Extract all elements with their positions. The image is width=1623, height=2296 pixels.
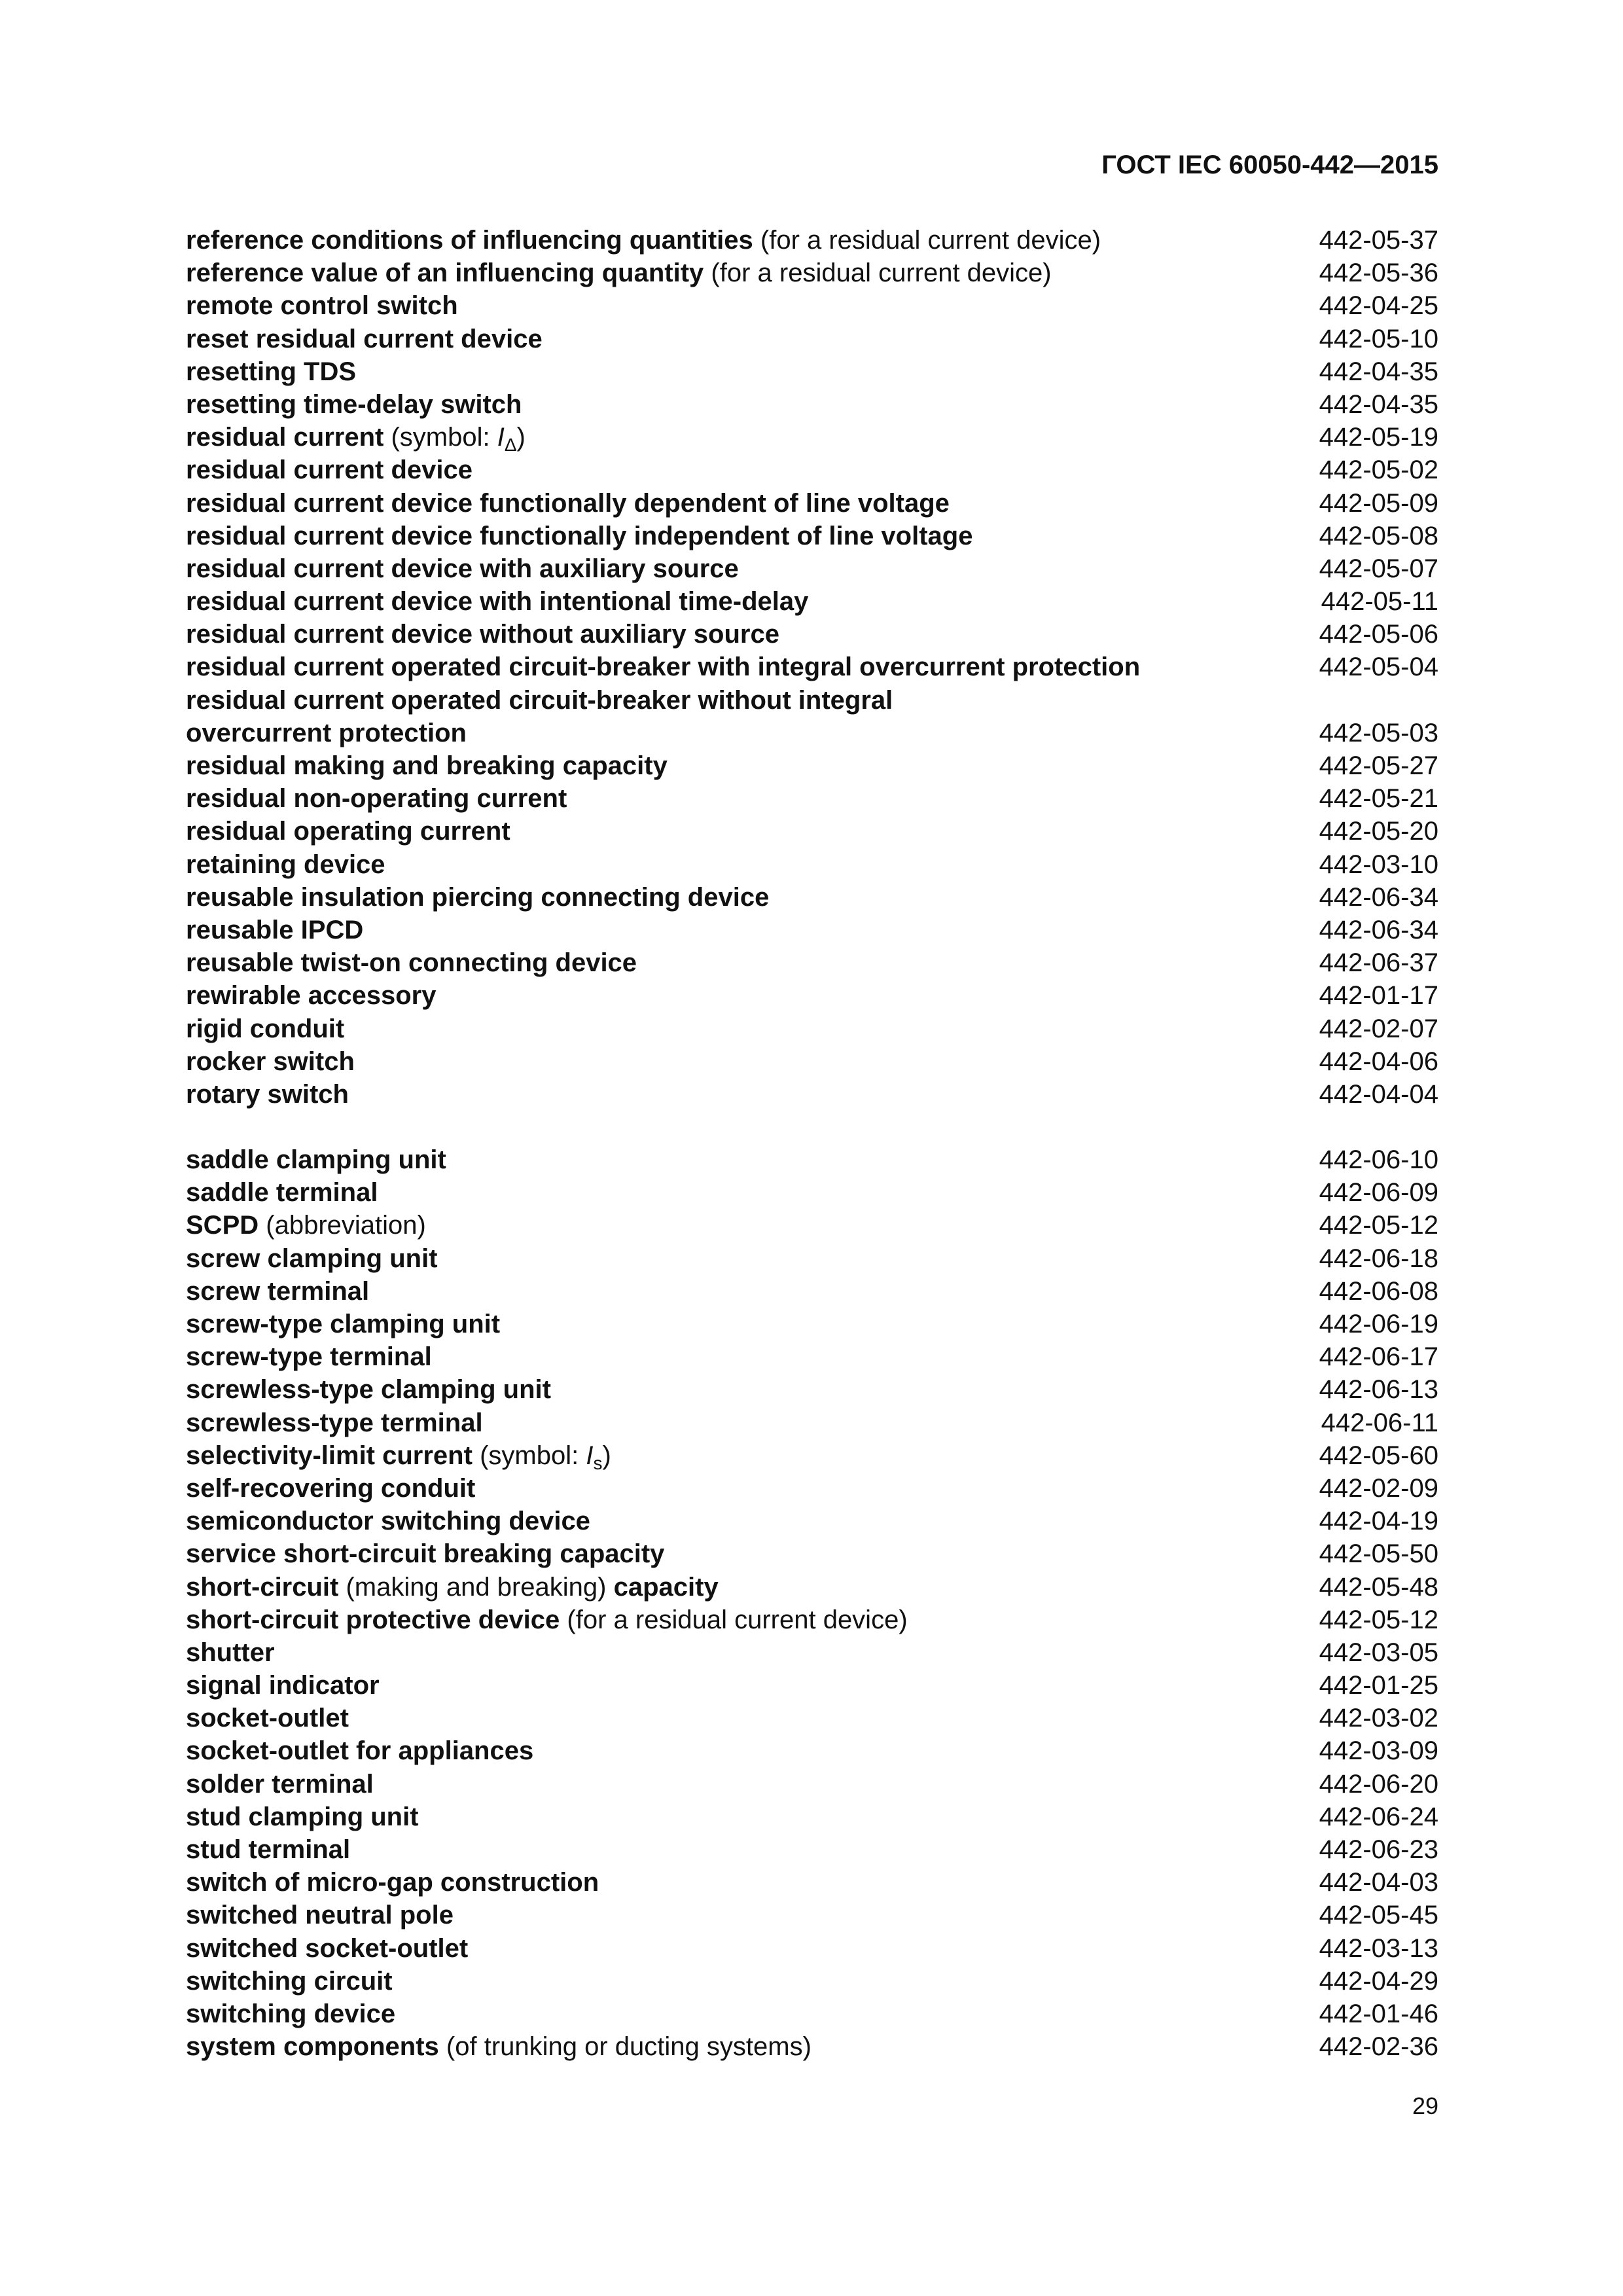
term-reference-number: 442-05-03	[1319, 718, 1438, 747]
index-entry	[186, 323, 1438, 355]
term-qualifier: (of trunking or ducting systems)	[446, 2032, 812, 2062]
index-entry	[186, 355, 1438, 388]
index-term	[186, 914, 363, 946]
term-text: selectivity-limit current	[186, 1441, 473, 1470]
term-text: residual non-operating current	[186, 784, 567, 814]
term-text: system components	[186, 2032, 439, 2062]
index-entry	[186, 487, 1438, 520]
term-text: residual operating current	[186, 817, 510, 846]
term-reference-number: 442-05-12	[1319, 1605, 1438, 1634]
index-entry	[186, 1176, 1438, 1209]
index-term	[186, 651, 1140, 683]
index-entry	[186, 815, 1438, 848]
index-term	[186, 1275, 369, 1308]
term-reference-number: 442-05-21	[1319, 784, 1438, 814]
term-reference-number: 442-05-09	[1319, 488, 1438, 518]
term-index-list	[186, 224, 1438, 2063]
index-entry	[186, 224, 1438, 257]
term-reference-number: 442-06-24	[1319, 1802, 1438, 1831]
term-text: residual current operated circuit-breaker with integral overcurrent protection	[186, 653, 1141, 682]
term-text: switched socket-outlet	[186, 1933, 469, 1963]
index-entry	[186, 1801, 1438, 1833]
index-entry	[186, 651, 1438, 683]
term-reference-number: 442-03-13	[1319, 1933, 1438, 1963]
index-entry	[186, 257, 1438, 289]
term-reference-number: 442-02-07	[1319, 1014, 1438, 1043]
term-reference-number: 442-05-20	[1319, 817, 1438, 846]
index-term	[186, 1768, 374, 1801]
term-text: residual current device functionally independent of line voltage	[186, 521, 973, 550]
term-reference-number: 442-04-04	[1319, 1079, 1438, 1109]
term-reference-number: 442-04-25	[1319, 291, 1438, 321]
term-text: screw-type clamping unit	[186, 1310, 501, 1338]
index-term	[186, 684, 893, 717]
index-term	[186, 1143, 446, 1176]
index-entry	[186, 1669, 1438, 1702]
term-text: reusable twist-on connecting device	[186, 948, 637, 978]
term-reference-number: 442-05-07	[1319, 554, 1438, 583]
term-reference-number: 442-01-46	[1319, 1999, 1438, 2028]
index-entry	[186, 1373, 1438, 1406]
index-term	[186, 520, 972, 552]
term-reference-number: 442-05-08	[1319, 521, 1438, 550]
index-entry	[186, 618, 1438, 651]
index-entry	[186, 1604, 1438, 1636]
index-term	[186, 946, 637, 979]
index-term	[186, 881, 769, 914]
term-text: residual current operated circuit-breaker without integral	[186, 685, 893, 715]
index-term	[186, 1702, 349, 1734]
index-term	[186, 1636, 275, 1669]
term-qualifier: (making and breaking)	[346, 1572, 607, 1602]
index-entry	[186, 1045, 1438, 1078]
term-text: rocker switch	[186, 1047, 355, 1076]
index-term	[186, 1932, 468, 1965]
term-text: signal indicator	[186, 1671, 380, 1700]
index-term	[186, 1571, 719, 1604]
index-entry	[186, 585, 1438, 618]
term-text: rotary switch	[186, 1079, 349, 1109]
index-term	[186, 323, 543, 355]
index-term	[186, 1833, 350, 1866]
index-term	[186, 1669, 380, 1702]
index-entry	[186, 454, 1438, 486]
term-reference-number: 442-05-04	[1319, 653, 1438, 682]
term-text: residual current device functionally dependent of line voltage	[186, 488, 950, 518]
index-term	[186, 1407, 483, 1439]
term-text: residual making and breaking capacity	[186, 751, 668, 780]
term-text: screw terminal	[186, 1276, 370, 1306]
index-term	[186, 1176, 378, 1209]
term-text: residual current	[186, 423, 384, 452]
index-entry	[186, 1439, 1438, 1472]
term-text: shutter	[186, 1638, 275, 1667]
term-text: residual current device with auxiliary source	[186, 554, 739, 583]
index-entry	[186, 1505, 1438, 1537]
index-term	[186, 1013, 344, 1045]
term-qualifier: (for a residual current device)	[711, 259, 1052, 288]
term-text: stud clamping unit	[186, 1802, 419, 1831]
index-term	[186, 257, 1052, 289]
term-text: rewirable accessory	[186, 981, 437, 1011]
term-text: residual current device without auxiliary source	[186, 620, 779, 649]
term-text: screw-type terminal	[186, 1342, 432, 1372]
symbol-subscript: s	[593, 1452, 603, 1473]
index-term	[186, 1998, 395, 2030]
term-reference-number: 442-01-17	[1319, 981, 1438, 1011]
index-term	[186, 1537, 664, 1570]
index-term	[186, 848, 385, 881]
page-number: 29	[1412, 2092, 1438, 2119]
term-reference-number: 442-06-18	[1319, 1244, 1438, 1273]
index-term	[186, 979, 436, 1012]
term-qualifier: (for a residual current device)	[760, 226, 1101, 255]
term-text: reusable IPCD	[186, 915, 364, 944]
index-entry	[186, 1013, 1438, 1045]
index-entry	[186, 1242, 1438, 1275]
index-entry	[186, 520, 1438, 552]
term-text: socket-outlet	[186, 1704, 349, 1733]
term-reference-number: 442-06-20	[1319, 1769, 1438, 1799]
index-term	[186, 1604, 908, 1636]
term-reference-number: 442-03-05	[1319, 1638, 1438, 1667]
index-entry	[186, 552, 1438, 585]
term-text: reference value of an influencing quantity	[186, 259, 704, 288]
term-reference-number: 442-06-08	[1319, 1276, 1438, 1306]
index-entry	[186, 782, 1438, 815]
term-text: reset residual current device	[186, 324, 543, 353]
index-term	[186, 421, 526, 454]
index-entry	[186, 1734, 1438, 1767]
term-reference-number: 442-02-36	[1319, 2032, 1438, 2062]
term-text: switching circuit	[186, 1966, 393, 1996]
term-text: stud terminal	[186, 1835, 351, 1864]
symbol-prefix: (symbol:	[480, 1441, 586, 1470]
term-reference-number: 442-05-02	[1319, 456, 1438, 485]
index-term	[186, 1801, 419, 1833]
index-term	[186, 717, 467, 749]
term-qualifier: (for a residual current device)	[567, 1605, 908, 1634]
index-entry	[186, 749, 1438, 782]
term-text: solder terminal	[186, 1769, 374, 1799]
index-term	[186, 224, 1101, 257]
index-term	[186, 1965, 393, 1998]
term-reference-number: 442-06-34	[1319, 915, 1438, 944]
document-header: ГОСТ IEC 60050-442—2015	[1101, 151, 1438, 179]
index-term	[186, 749, 668, 782]
index-entry	[186, 421, 1438, 454]
term-reference-number: 442-03-02	[1319, 1704, 1438, 1733]
symbol-subscript: Δ	[504, 435, 517, 456]
term-text: switching device	[186, 1999, 396, 2028]
index-term	[186, 1734, 533, 1767]
index-entry	[186, 289, 1438, 322]
index-term	[186, 782, 567, 815]
index-term	[186, 618, 779, 651]
term-text: screw clamping unit	[186, 1244, 438, 1273]
symbol-suffix: )	[602, 1441, 611, 1470]
index-term	[186, 1078, 349, 1111]
index-term	[186, 289, 458, 322]
term-reference-number: 442-05-37	[1319, 226, 1438, 255]
index-term	[186, 2030, 812, 2063]
index-term	[186, 355, 356, 388]
term-text: screwless-type terminal	[186, 1408, 483, 1437]
term-text: short-circuit protective device	[186, 1605, 560, 1634]
index-term	[186, 454, 473, 486]
index-entry	[186, 1078, 1438, 1111]
term-symbol-note	[480, 1441, 611, 1473]
index-entry	[186, 1571, 1438, 1604]
index-term	[186, 1209, 426, 1242]
term-reference-number: 442-04-29	[1319, 1966, 1438, 1996]
index-entry	[186, 388, 1438, 421]
term-reference-number: 442-05-12	[1319, 1211, 1438, 1240]
index-term	[186, 1045, 355, 1078]
index-term	[186, 1472, 475, 1505]
term-text: residual current device with intentional time-delay	[186, 587, 809, 617]
index-entry	[186, 1833, 1438, 1866]
term-text: resetting time-delay switch	[186, 389, 522, 419]
index-entry	[186, 1768, 1438, 1801]
index-entry	[186, 1340, 1438, 1373]
term-text-continued: capacity	[613, 1572, 719, 1602]
index-entry	[186, 1636, 1438, 1669]
term-reference-number: 442-06-34	[1319, 882, 1438, 912]
term-reference-number: 442-05-60	[1319, 1441, 1438, 1470]
index-entry	[186, 684, 1438, 717]
term-text: self-recovering conduit	[186, 1473, 476, 1503]
index-entry	[186, 1932, 1438, 1965]
index-term	[186, 1340, 432, 1373]
term-text: service short-circuit breaking capacity	[186, 1539, 665, 1569]
index-term	[186, 388, 522, 421]
term-reference-number: 442-04-35	[1319, 357, 1438, 386]
term-text: switched neutral pole	[186, 1901, 454, 1930]
term-qualifier: (abbreviation)	[266, 1211, 426, 1240]
index-entry	[186, 1965, 1438, 1998]
index-entry	[186, 881, 1438, 914]
index-term	[186, 487, 950, 520]
index-term	[186, 815, 510, 848]
term-text: rigid conduit	[186, 1014, 345, 1043]
term-reference-number: 442-06-17	[1319, 1342, 1438, 1372]
index-entry	[186, 946, 1438, 979]
index-term	[186, 1899, 454, 1931]
term-reference-number: 442-04-19	[1319, 1507, 1438, 1536]
index-entry	[186, 1143, 1438, 1176]
index-entry	[186, 1275, 1438, 1308]
term-text: screwless-type clamping unit	[186, 1375, 551, 1405]
index-entry	[186, 717, 1438, 749]
index-term	[186, 1505, 590, 1537]
index-entry	[186, 1209, 1438, 1242]
index-term	[186, 585, 808, 618]
term-reference-number: 442-01-25	[1319, 1671, 1438, 1700]
term-reference-number: 442-04-06	[1319, 1047, 1438, 1076]
index-term	[186, 1866, 599, 1899]
index-entry	[186, 1407, 1438, 1439]
term-text: reusable insulation piercing connecting device	[186, 882, 770, 912]
term-reference-number: 442-06-11	[1321, 1408, 1438, 1437]
index-entry	[186, 1899, 1438, 1931]
term-symbol-note	[391, 423, 526, 456]
term-reference-number: 442-05-19	[1319, 423, 1438, 452]
term-text: saddle clamping unit	[186, 1145, 446, 1175]
term-reference-number: 442-06-19	[1319, 1310, 1438, 1338]
term-reference-number: 442-03-10	[1319, 850, 1438, 879]
term-reference-number: 442-06-37	[1319, 948, 1438, 978]
symbol-prefix: (symbol:	[391, 423, 497, 452]
term-text: overcurrent protection	[186, 718, 467, 747]
term-reference-number: 442-04-35	[1319, 389, 1438, 419]
index-term	[186, 552, 739, 585]
index-entry	[186, 1998, 1438, 2030]
term-reference-number: 442-05-06	[1319, 620, 1438, 649]
index-entry	[186, 2030, 1438, 2063]
index-term	[186, 1439, 611, 1472]
index-entry	[186, 1472, 1438, 1505]
term-reference-number: 442-05-45	[1319, 1901, 1438, 1930]
term-text: switch of micro-gap construction	[186, 1868, 599, 1897]
index-term	[186, 1373, 551, 1406]
term-text: residual current device	[186, 456, 473, 485]
symbol-letter: I	[586, 1441, 594, 1470]
term-reference-number: 442-05-48	[1319, 1572, 1438, 1602]
term-reference-number: 442-06-13	[1319, 1375, 1438, 1405]
index-term	[186, 1308, 500, 1340]
term-text: remote control switch	[186, 291, 458, 321]
term-reference-number: 442-03-09	[1319, 1736, 1438, 1766]
term-text: SCPD	[186, 1211, 259, 1240]
term-text: reference conditions of influencing quantities	[186, 226, 753, 255]
term-text: semiconductor switching device	[186, 1507, 590, 1536]
index-entry	[186, 1308, 1438, 1340]
term-reference-number: 442-06-23	[1319, 1835, 1438, 1864]
index-term	[186, 1242, 438, 1275]
symbol-suffix: )	[516, 423, 526, 452]
index-entry	[186, 1537, 1438, 1570]
term-reference-number: 442-05-10	[1319, 324, 1438, 353]
term-text: retaining device	[186, 850, 385, 879]
index-entry	[186, 914, 1438, 946]
term-text: saddle terminal	[186, 1178, 378, 1208]
term-reference-number: 442-05-11	[1321, 587, 1438, 617]
index-entry	[186, 1702, 1438, 1734]
term-reference-number: 442-04-03	[1319, 1868, 1438, 1897]
term-reference-number: 442-06-10	[1319, 1145, 1438, 1175]
term-reference-number: 442-05-36	[1319, 259, 1438, 288]
term-reference-number: 442-05-27	[1319, 751, 1438, 780]
term-reference-number: 442-06-09	[1319, 1178, 1438, 1208]
term-reference-number: 442-05-50	[1319, 1539, 1438, 1569]
index-entry	[186, 848, 1438, 881]
term-text: short-circuit	[186, 1572, 339, 1602]
symbol-letter: I	[497, 423, 505, 452]
term-text: socket-outlet for appliances	[186, 1736, 534, 1766]
term-reference-number: 442-02-09	[1319, 1473, 1438, 1503]
term-text: resetting TDS	[186, 357, 357, 386]
index-entry	[186, 979, 1438, 1012]
index-entry	[186, 1866, 1438, 1899]
